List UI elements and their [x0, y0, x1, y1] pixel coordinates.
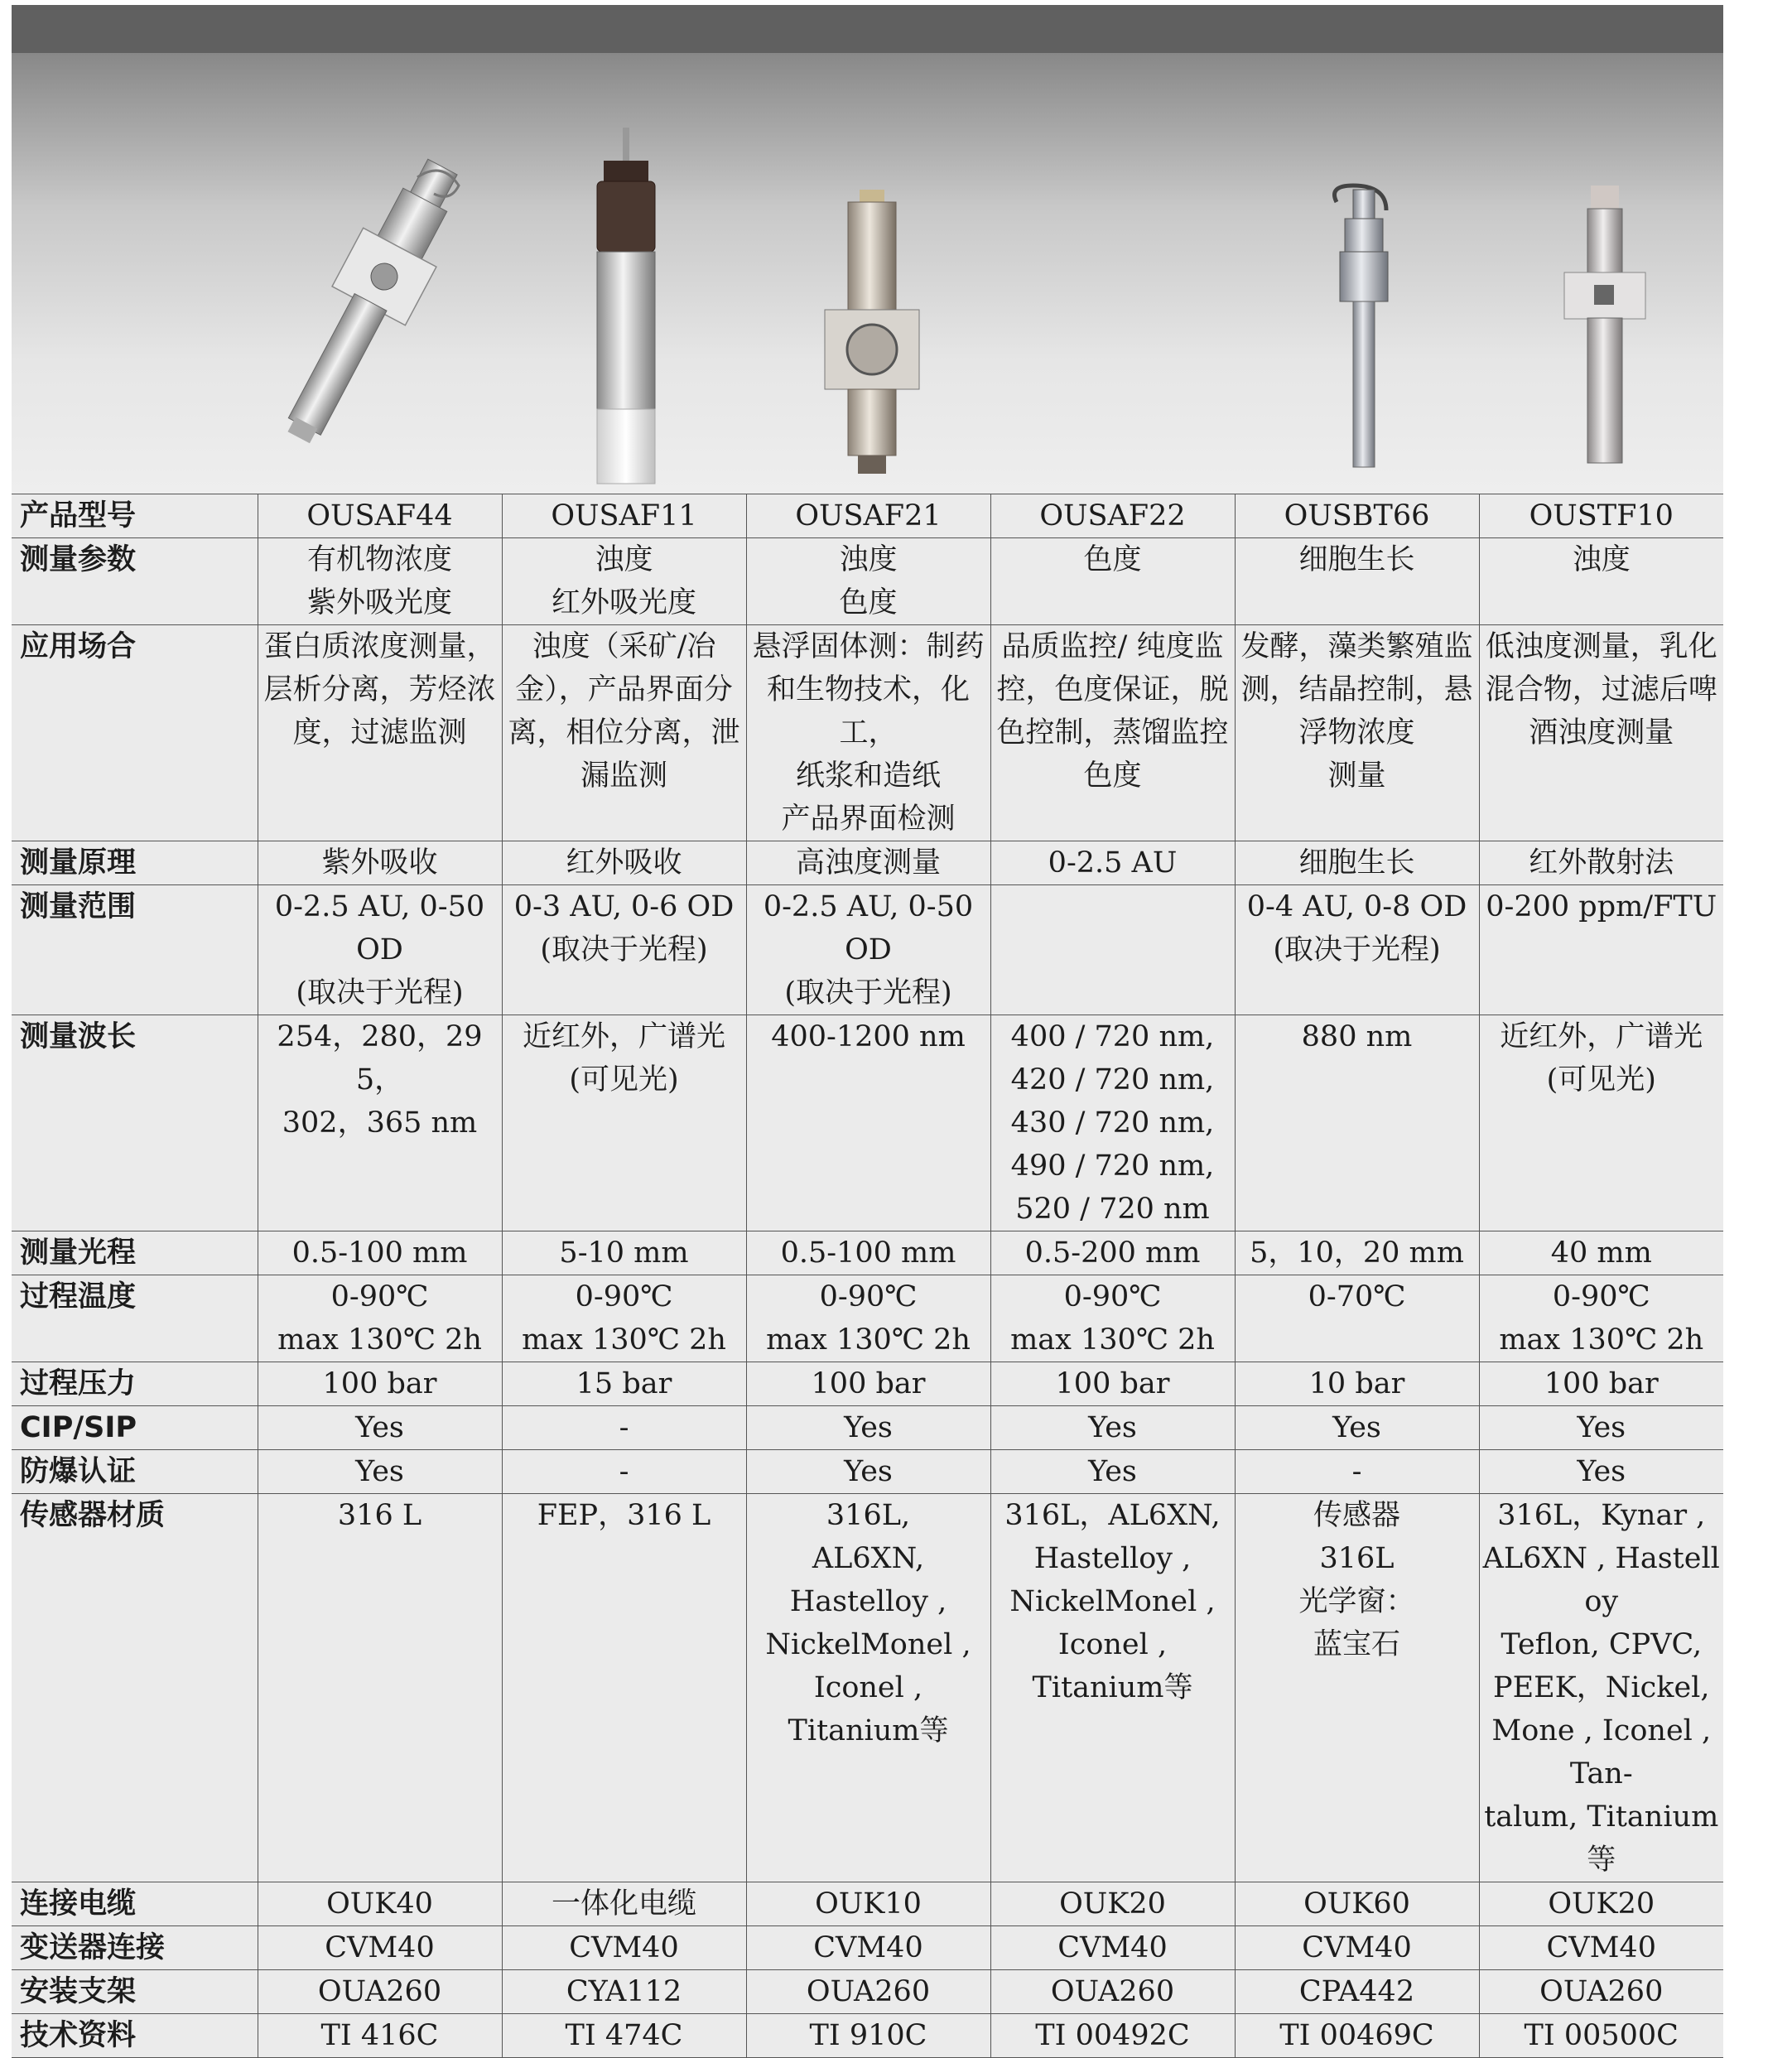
cell-line: OUK20 [1059, 1887, 1166, 1921]
table-cell [1479, 1362, 1723, 1406]
table-row [12, 625, 1723, 841]
cell-line: Mone , Iconel , Tan- [1491, 1714, 1712, 1791]
cell-line: 316L [1319, 1542, 1395, 1575]
table-cell [746, 841, 990, 885]
product-photo-ousaf44 [260, 53, 503, 494]
cell-line: CVM40 [813, 1931, 923, 1964]
cell-line: 0-2.5 AU, 0-50 OD [763, 890, 974, 966]
cell-line: AL6XN, [812, 1542, 925, 1575]
table-cell [258, 1015, 502, 1231]
table-cell [746, 1926, 990, 1970]
cell-line: 15 bar [576, 1367, 672, 1400]
cell-line: 测，结晶控制，悬 [1240, 673, 1473, 706]
table-cell [1235, 494, 1479, 538]
cell-line: 酒浊度测量 [1529, 716, 1674, 749]
cell-line: 高浊度测量 [795, 846, 941, 880]
table-cell [1479, 1406, 1723, 1450]
cell-line: Titanium等 [788, 1714, 949, 1747]
table-cell [1479, 885, 1723, 1015]
row-label: 防爆认证 [12, 1450, 258, 1494]
row-label: 测量范围 [12, 885, 258, 1015]
cell-line: OUA260 [806, 1975, 931, 2008]
cell-line: 光学窗： [1298, 1585, 1415, 1618]
table-row [12, 494, 1723, 538]
cell-line: AL6XN , Hastelloy [1482, 1542, 1720, 1618]
table-cell [258, 2014, 502, 2058]
table-cell [258, 494, 502, 538]
cell-line: OUA260 [1539, 1975, 1664, 2008]
cell-line: 0-90℃ [1552, 1280, 1650, 1313]
table-cell [990, 1926, 1235, 1970]
cell-line: 和生物技术，化工， [766, 673, 970, 749]
cell-line: 400 / 720 nm, [1010, 1020, 1215, 1053]
table-cell [258, 538, 502, 625]
cell-line: CVM40 [1546, 1931, 1656, 1964]
cell-line: (取决于光程) [296, 976, 464, 1010]
cell-line: 紫外吸光度 [306, 586, 452, 619]
table-cell [990, 538, 1235, 625]
table-cell [746, 538, 990, 625]
angled-inline-photometer-probe-icon [260, 53, 503, 494]
table-cell [258, 1231, 502, 1275]
table-cell [746, 2014, 990, 2058]
table-cell [1479, 2014, 1723, 2058]
cell-line: 浮物浓度 [1298, 716, 1415, 749]
cell-line: 430 / 720 nm, [1010, 1106, 1215, 1140]
cell-line: OUSBT66 [1284, 499, 1430, 533]
table-cell [1235, 1494, 1479, 1882]
cell-line: talum, Titanium等 [1484, 1800, 1719, 1877]
table-row [12, 841, 1723, 885]
cell-line: CVM40 [1302, 1931, 1412, 1964]
cell-line: Yes [1088, 1411, 1137, 1444]
cell-line: 254，280，295， [277, 1020, 483, 1096]
cell-line: 40 mm [1550, 1236, 1652, 1270]
cell-line: 色度 [1083, 759, 1142, 793]
table-cell [1479, 1231, 1723, 1275]
row-label: 测量参数 [12, 538, 258, 625]
cell-line: 100 bar [811, 1367, 926, 1400]
row-label: 测量光程 [12, 1231, 258, 1275]
table-cell [1235, 1970, 1479, 2014]
table-cell [258, 1882, 502, 1926]
table-cell [502, 841, 746, 885]
insertion-turbidity-probe-icon [504, 53, 748, 494]
cell-line: 近红外，广谱光 [1500, 1020, 1703, 1053]
cell-line: - [619, 1411, 629, 1444]
cell-line: (可见光) [569, 1063, 679, 1096]
table-row [12, 1926, 1723, 1970]
table-cell [502, 1406, 746, 1450]
cell-line: 490 / 720 nm, [1010, 1149, 1215, 1183]
cell-line: OUK60 [1303, 1887, 1410, 1921]
table-cell [990, 1450, 1235, 1494]
table-row [12, 1882, 1723, 1926]
table-cell [746, 1275, 990, 1362]
table-cell [258, 1926, 502, 1970]
table-cell [1479, 1970, 1723, 2014]
table-cell [990, 1970, 1235, 2014]
cell-line: 0-200 ppm/FTU [1486, 890, 1717, 923]
table-cell [746, 1231, 990, 1275]
cell-line: 0-70℃ [1308, 1280, 1406, 1313]
cell-line: 蓝宝石 [1313, 1628, 1400, 1661]
cell-line: 浊度 [1572, 543, 1631, 576]
table-cell [502, 1275, 746, 1362]
row-label: 测量波长 [12, 1015, 258, 1231]
cell-line: OUSAF44 [306, 499, 453, 533]
cell-line: 测量 [1327, 759, 1386, 793]
cell-line: Iconel , [1057, 1628, 1168, 1661]
cell-line: OUSTF10 [1529, 499, 1674, 533]
table-cell [990, 625, 1235, 841]
cell-line: CVM40 [569, 1931, 679, 1964]
cell-line: Yes [844, 1455, 893, 1488]
table-cell [990, 1015, 1235, 1231]
table-cell [1479, 538, 1723, 625]
table-cell [1235, 1926, 1479, 1970]
cell-line: 浊度（采矿/冶 [532, 630, 716, 663]
table-cell [746, 1494, 990, 1882]
cell-line: Yes [844, 1411, 893, 1444]
cell-line: TI 474C [565, 2019, 683, 2052]
cell-line: CPA442 [1298, 1975, 1415, 2008]
row-label: 过程温度 [12, 1275, 258, 1362]
cell-line: 0.5-100 mm [291, 1236, 468, 1270]
table-cell [990, 841, 1235, 885]
cell-line: 低浊度测量，乳化 [1485, 630, 1717, 663]
cell-line: 10 bar [1308, 1367, 1405, 1400]
table-cell [502, 1015, 746, 1231]
table-row [12, 1970, 1723, 2014]
cell-line: 传感器 [1313, 1499, 1400, 1532]
cell-line: Yes [1577, 1411, 1626, 1444]
header-bar [12, 5, 1723, 53]
table-cell [746, 1362, 990, 1406]
table-cell [502, 1494, 746, 1882]
cell-line: max 130℃ 2h [766, 1323, 971, 1357]
table-cell [258, 885, 502, 1015]
inline-flow-cell-sensor-icon [749, 53, 992, 494]
cell-line: 5-10 mm [559, 1236, 689, 1270]
table-cell [502, 1882, 746, 1926]
table-cell [1235, 1231, 1479, 1275]
cell-line: 色控制，蒸馏监控 [996, 716, 1229, 749]
table-cell [1479, 1494, 1723, 1882]
cell-line: 400-1200 nm [771, 1020, 966, 1053]
cell-line: 浊度 [839, 543, 898, 576]
cell-line: 0-4 AU, 0-8 OD [1246, 890, 1467, 923]
cell-line: OUA260 [317, 1975, 442, 2008]
cell-line: 品质监控/ 纯度监 [1001, 630, 1224, 663]
cell-line: max 130℃ 2h [1499, 1323, 1704, 1357]
cell-line: OUK20 [1548, 1887, 1655, 1921]
cell-line: 红外吸光度 [551, 586, 696, 619]
table-cell [258, 1494, 502, 1882]
cell-line: CVM40 [1057, 1931, 1168, 1964]
table-cell [990, 1406, 1235, 1450]
table-row [12, 1406, 1723, 1450]
cell-line: 0.5-200 mm [1024, 1236, 1201, 1270]
row-label: 连接电缆 [12, 1882, 258, 1926]
table-row [12, 538, 1723, 625]
cell-line: 316L, [826, 1499, 911, 1532]
cell-line: 度，过滤监测 [292, 716, 467, 749]
table-cell [746, 1882, 990, 1926]
cell-line: 细胞生长 [1298, 846, 1415, 880]
table-cell [1479, 1450, 1723, 1494]
row-label: 技术资料 [12, 2014, 258, 2058]
cell-line: TI 910C [809, 2019, 927, 2052]
table-row [12, 1450, 1723, 1494]
table-cell [1235, 2014, 1479, 2058]
cell-line: 316 L [337, 1499, 422, 1532]
cell-line: 0-2.5 AU, 0-50 OD [274, 890, 485, 966]
table-cell [1479, 1015, 1723, 1231]
cell-line: 产品界面检测 [781, 802, 956, 836]
table-cell [1235, 1015, 1479, 1231]
cell-line: 316L，Kynar , [1497, 1499, 1706, 1532]
cell-line: 色度 [839, 586, 898, 619]
cell-line: Yes [1088, 1455, 1137, 1488]
table-cell [502, 885, 746, 1015]
table-cell [258, 1970, 502, 2014]
cell-line: Yes [355, 1455, 404, 1488]
cell-line: 色度 [1083, 543, 1142, 576]
table-cell [990, 1362, 1235, 1406]
table-cell [1235, 1275, 1479, 1362]
table-cell [990, 2014, 1235, 2058]
cell-line: 金），产品界面分 [515, 673, 733, 706]
cell-line: (取决于光程) [1273, 933, 1441, 966]
cell-growth-probe-icon [1237, 53, 1481, 494]
spec-sheet [12, 5, 1723, 2058]
product-photo-ousaf11 [504, 53, 748, 494]
product-image-band [12, 53, 1723, 494]
cell-line: 控，色度保证，脱 [996, 673, 1229, 706]
cell-line: 0-3 AU, 0-6 OD [513, 890, 735, 923]
table-cell [502, 1450, 746, 1494]
table-cell [1235, 625, 1479, 841]
cell-line: 100 bar [1544, 1367, 1659, 1400]
table-cell [1235, 1450, 1479, 1494]
table-cell [990, 1494, 1235, 1882]
cell-line: OUSAF22 [1039, 499, 1186, 533]
cell-line: 发酵，藻类繁殖监 [1240, 630, 1473, 663]
cell-line: TI 00492C [1035, 2019, 1190, 2052]
spec-table [12, 494, 1723, 2058]
table-cell [502, 1926, 746, 1970]
table-cell [1235, 841, 1479, 885]
table-cell [502, 494, 746, 538]
table-cell [990, 1231, 1235, 1275]
table-cell [1479, 1926, 1723, 1970]
table-cell [746, 494, 990, 538]
cell-line: 蛋白质浓度测量， [263, 630, 496, 663]
table-cell [1235, 1406, 1479, 1450]
cell-line: max 130℃ 2h [277, 1323, 482, 1357]
cell-line: 红外吸收 [566, 846, 682, 880]
table-cell [1235, 1882, 1479, 1926]
cell-line: 100 bar [322, 1367, 437, 1400]
cell-line: 0-90℃ [575, 1280, 673, 1313]
cell-line: - [1351, 1455, 1362, 1488]
table-row [12, 1275, 1723, 1362]
product-photo-ousaf22 [993, 53, 1236, 494]
table-cell [990, 1275, 1235, 1362]
cell-line: TI 00469C [1279, 2019, 1434, 2052]
cell-line: TI 00500C [1524, 2019, 1679, 2052]
table-cell [258, 841, 502, 885]
table-cell [746, 1450, 990, 1494]
table-row [12, 885, 1723, 1015]
table-cell [746, 1970, 990, 2014]
cell-line: FEP，316 L [537, 1499, 711, 1532]
cell-line: 紫外吸收 [321, 846, 438, 880]
cell-line: 离，相位分离，泄 [508, 716, 740, 749]
cell-line: - [619, 1455, 629, 1488]
table-row [12, 2014, 1723, 2058]
table-cell [1479, 1275, 1723, 1362]
table-cell [746, 1406, 990, 1450]
cell-line: max 130℃ 2h [1010, 1323, 1215, 1357]
cell-line: 一体化电缆 [551, 1887, 696, 1921]
cell-line: (取决于光程) [784, 976, 952, 1010]
table-cell [746, 625, 990, 841]
cell-line: Hastelloy , [789, 1585, 947, 1618]
cell-line: 悬浮固体测：制药 [752, 630, 985, 663]
cell-line: Teflon, CPVC, [1501, 1628, 1703, 1661]
cell-line: max 130℃ 2h [522, 1323, 726, 1357]
table-cell [1235, 885, 1479, 1015]
cell-line: 有机物浓度 [306, 543, 452, 576]
table-row [12, 1015, 1723, 1231]
cell-line: Yes [1332, 1411, 1381, 1444]
cell-line: 520 / 720 nm [1015, 1193, 1210, 1226]
table-cell [502, 1362, 746, 1406]
cell-line: 0.5-100 mm [780, 1236, 956, 1270]
cell-line: 880 nm [1301, 1020, 1413, 1053]
table-cell [258, 1406, 502, 1450]
cell-line: 红外散射法 [1529, 846, 1674, 880]
cell-line: 纸浆和造纸 [795, 759, 941, 793]
table-cell [1235, 1362, 1479, 1406]
table-cell [502, 2014, 746, 2058]
product-photo-ousaf21 [749, 53, 992, 494]
table-row [12, 1231, 1723, 1275]
table-cell [746, 1015, 990, 1231]
table-cell [990, 494, 1235, 538]
cell-line: (取决于光程) [540, 933, 708, 966]
cell-line: 0-90℃ [819, 1280, 918, 1313]
cell-line: OUK40 [326, 1887, 433, 1921]
row-label: 变送器连接 [12, 1926, 258, 1970]
scattered-light-turbidity-sensor-icon [1481, 53, 1725, 494]
table-cell [258, 1362, 502, 1406]
cell-line: TI 416C [320, 2019, 439, 2052]
cell-line: Hastelloy , [1033, 1542, 1192, 1575]
row-label: 测量原理 [12, 841, 258, 885]
table-cell [1479, 494, 1723, 538]
cell-line: OUSAF11 [551, 499, 697, 533]
cell-line: 浊度 [595, 543, 653, 576]
table-cell [258, 625, 502, 841]
table-cell [1479, 841, 1723, 885]
cell-line: 层析分离，芳烃浓 [263, 673, 496, 706]
table-row [12, 1362, 1723, 1406]
table-cell [990, 1882, 1235, 1926]
cell-line: 细胞生长 [1298, 543, 1415, 576]
row-label: 过程压力 [12, 1362, 258, 1406]
table-row [12, 1494, 1723, 1882]
cell-line: 漏监测 [580, 759, 667, 793]
cell-line: OUSAF21 [795, 499, 942, 533]
row-label: 安装支架 [12, 1970, 258, 2014]
table-cell [258, 1450, 502, 1494]
table-cell [502, 538, 746, 625]
cell-line: CYA112 [566, 1975, 682, 2008]
cell-line: 0-90℃ [1063, 1280, 1162, 1313]
table-cell [502, 1231, 746, 1275]
table-cell [502, 625, 746, 841]
cell-line: Yes [355, 1411, 404, 1444]
cell-line: 近红外，广谱光 [522, 1020, 725, 1053]
cell-line: OUK10 [815, 1887, 922, 1921]
cell-line: NickelMonel , [1009, 1585, 1216, 1618]
cell-line: Iconel , [813, 1671, 923, 1704]
cell-line: 混合物，过滤后啤 [1485, 673, 1717, 706]
cell-line: CVM40 [325, 1931, 435, 1964]
cell-line: 420 / 720 nm, [1010, 1063, 1215, 1096]
row-label: 应用场合 [12, 625, 258, 841]
cell-line: Yes [1577, 1455, 1626, 1488]
cell-line: 100 bar [1055, 1367, 1170, 1400]
table-cell [1479, 1882, 1723, 1926]
table-cell [502, 1970, 746, 2014]
cell-line: NickelMonel , [765, 1628, 971, 1661]
cell-line: 0-90℃ [330, 1280, 429, 1313]
row-label: 产品型号 [12, 494, 258, 538]
table-cell [746, 885, 990, 1015]
product-photo-oustf10 [1481, 53, 1725, 494]
row-label: 传感器材质 [12, 1494, 258, 1882]
table-cell [1479, 625, 1723, 841]
product-photo-ousbt66 [1237, 53, 1481, 494]
table-cell [258, 1275, 502, 1362]
table-cell [990, 885, 1235, 1015]
cell-line: OUA260 [1050, 1975, 1175, 2008]
row-label: CIP/SIP [12, 1406, 258, 1450]
cell-line: (可见光) [1546, 1063, 1656, 1096]
cell-line: Titanium等 [1032, 1671, 1193, 1704]
table-cell [1235, 538, 1479, 625]
cell-line: PEEK，Nickel, [1493, 1671, 1710, 1704]
cell-line: 302，365 nm [282, 1106, 478, 1140]
cell-line: 5，10，20 mm [1250, 1236, 1464, 1270]
cell-line: 316L，AL6XN, [1004, 1499, 1221, 1532]
cell-line: 0-2.5 AU [1048, 846, 1178, 880]
